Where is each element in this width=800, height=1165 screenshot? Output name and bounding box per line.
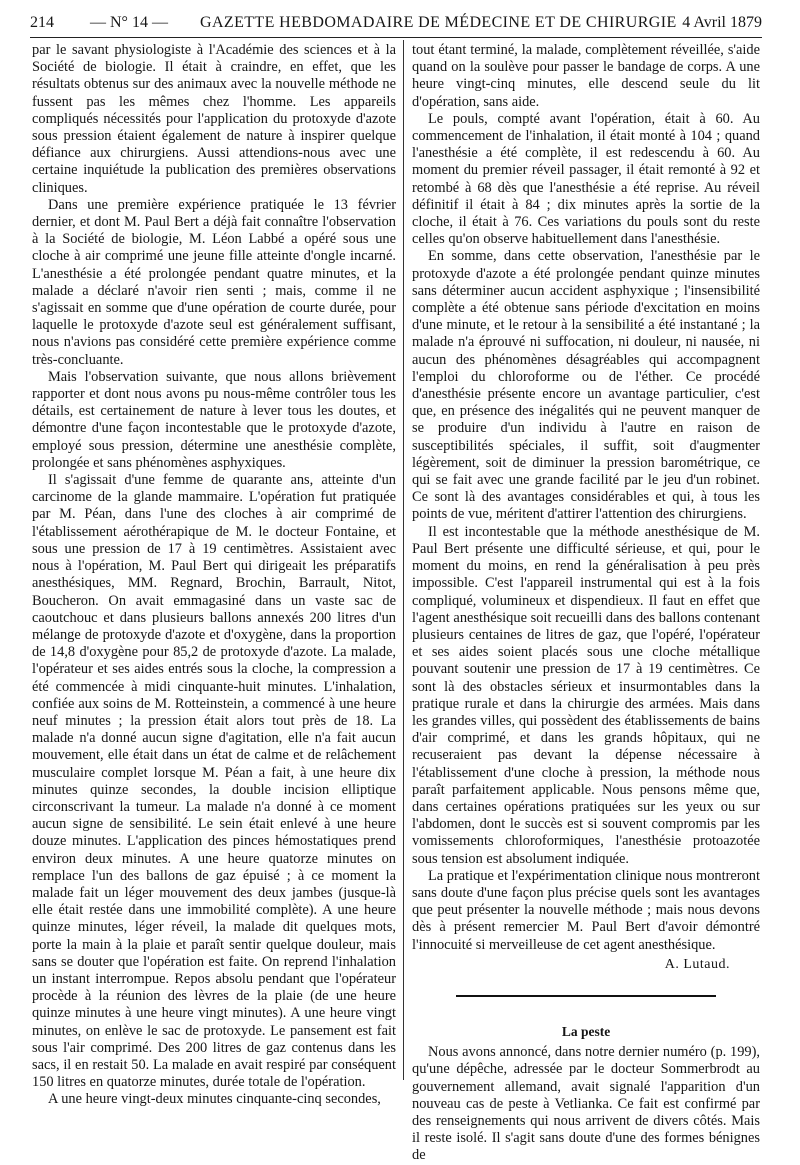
left-column: [32, 42, 396, 1109]
paragraph: Nous avons annoncé, dans notre dernier numéro (p. 199), qu'une dépêche, adressée par le docteur Sommerbrodt au gouvernement allemand, avait signalé l'apparition d'un nouveau cas de peste à Vetlianka. Ce fait est confirmé par des renseignements qui nous arrivent de divers côtés. Mais il reste isolé. Il s'agit sans doute d'une des formes bénignes de: [412, 1044, 760, 1164]
issue-number: — N° 14 —: [90, 14, 168, 31]
author-signature: A. Lutaud.: [664, 956, 730, 972]
header-rule: [30, 37, 762, 38]
right-column: [412, 42, 760, 1165]
paragraph: La pratique et l'expérimentation clinique nous montreront sans doute d'une façon plus précise quels sont les avantages que peut présenter la nouvelle méthode ; mais nous devons dès à présent remercier M. Paul Bert d'avoir démontré l'innocuité si merveilleuse de cet agent anesthésique.: [412, 867, 760, 953]
paragraph: En somme, dans cette observation, l'anesthésie par le protoxyde d'azote a été prolongée pendant quinze minutes sans déterminer aucun accident asphyxique ; l'insensibilité complète a été obtenue sans période d'excitation en moins d'une minute, et le retour à la sensibilité a été instantané ; la malade n'a éprouvé ni suffocation, ni douleur, ni nausée, ni aucun des phénomènes désagréables qui accompagnent l'emploi du chloroforme ou de l'éther. Ce procédé d'anesthésie présente encore un avantage particulier, c'est que, en présence des inégalités qui ne peuvent manquer de se produire d'un individu à l'autre en raison de susceptibilités spéciales, il suffit, soit d'augmenter légèrement, soit de diminuer la pression barométrique, ce qui se fait avec une grande facilité par le jeu d'un robinet. Ce sont là des avantages considérables et qui, à tous les points de vue, méritent d'attirer l'attention des chirurgiens.: [412, 248, 760, 523]
paragraph: Il s'agissait d'une femme de quarante ans, atteinte d'un carcinome de la glande mammaire. L'opération fut pratiquée par M. Péan, dans l'une des cloches à air comprimé de l'établissement aérothérapique de M. le docteur Fontaine, et sous une pression de 17 à 19 centimètres. Assistaient avec nous à l'opération, M. Paul Bert qui dirigeait les préparatifs anesthésiques, MM. Regnard, Brochin, Barrault, Nitot, Boucheron. On avait emmagasiné dans un vaste sac de caoutchouc et dans plusieurs ballons annexés 200 litres d'un mélange de protoxyde d'azote et d'oxygène, dans la proportion de 14,8 d'oxygène pour 85,2 de protoxyde d'azote. La malade, l'opérateur et ses aides entrés sous la cloche, la compression a été commencée à midi cinquante-huit minutes. L'inhalation, confiée aux soins de M. Rotteinstein, a commencé à une heure neuf minutes ; la pression était alors tout près de 18. La malade n'a donné aucun signe d'agitation, elle n'a fait aucun mouvement, elle était dans un état de calme et de relâchement musculaire complet lorsque M. Péan a fait, à une heure dix minutes quinze secondes, la double incision elliptique circonscrivant la tumeur. La malade n'a donné à ce moment aucun signe de sensibilité. Le sein était enlevé à une heure douze minutes. L'application des pinces hémostatiques prend environ deux minutes. A une heure quatorze minutes on remplace l'un des ballons de gaz épuisé ; à ce moment la malade fait un léger mouvement des deux jambes (jusque-là elle était restée dans une immobilité complète). A une heure quinze minutes, léger réveil, la malade dit quelques mots, porte la main à la plaie et paraît sentir quelque douleur, mais sans se douter que l'opération est faite. On reprend l'inhalation un instant interrompue. Repos absolu pendant que l'opérateur procède à la réunion des lèvres de la plaie (de une heure quinze minutes à une heure vingt minutes). A une heure vingt minutes, on enlève le sac de protoxyde. Le pansement est fait sous l'air comprimé. Des 200 litres de gaz contenus dans les sacs, il en restait 50. La malade en avait respiré par conséquent 150 litres en quatorze minutes, durée totale de l'opération.: [32, 472, 396, 1091]
section-title: La peste: [561, 1023, 611, 1039]
issue-date: 4 Avril 1879: [682, 14, 762, 31]
journal-title: GAZETTE HEBDOMADAIRE DE MÉDECINE ET DE CHIRURGIE: [200, 14, 677, 31]
paragraph: par le savant physiologiste à l'Académie des sciences et à la Société de biologie. Il était à craindre, en effet, que les résultats obtenus sur des animaux avec la nouvelle méthode ne fussent pas les mêmes chez l'homme. Les appareils compliqués nécessités pour l'application du protoxyde d'azote sous pression étaient également de nature à inspirer quelque défiance aux chirurgiens. Aussi attendions-nous avec une certaine inquiétude la publication des premières observations cliniques.: [32, 42, 396, 196]
paragraph: Le pouls, compté avant l'opération, était à 60. Au commencement de l'inhalation, il était monté à 104 ; quand l'anesthésie a été complète, il est redescendu à 60. Au moment du premier réveil passager, il était remonté à 92 et retombé à 68 dès que l'anesthésie a été reprise. Au réveil définitif il était à 84 ; dix minutes après la sortie de la cloche, il était à 76. Ces variations du pouls sont du reste celles qu'on observe habituellement dans l'anesthésie.: [412, 110, 760, 248]
paragraph: Il est incontestable que la méthode anesthésique de M. Paul Bert présente une difficulté sérieuse, et qui, pour le moment du moins, en rend la généralisation à peu près impossible. C'est l'appareil instrumental qui est à la fois compliqué, volumineux et dispendieux. Il faut en effet que l'agent anesthésique soit recueilli dans des ballons contenant plusieurs centaines de litres de gaz, que l'opéré, l'opérateur et ses aides soient placés sous une cloche métallique pouvant soutenir une pression de 17 à 19 centimètres. Ce sont là des obstacles sérieux et insurmontables dans la pratique rurale et dans la chirurgie des armées. Mais dans les grandes villes, qui possèdent des établissements de bains d'air comprimé, et dans les grands hôpitaux, qui ne recuseraient pas devant la dépense nécessaire à l'établissement d'une cloche à pression, la méthode nous paraît parfaitement applicable. Nous pensons même que, dans certaines opérations pratiquées sur les yeux ou sur l'abdomen, dont le succès est si souvent compromis par les vomissements chloroformiques, l'anesthésie protoazotée sous tension est absolument indiquée.: [412, 523, 760, 867]
running-header: [30, 10, 762, 36]
paragraph: Mais l'observation suivante, que nous allons brièvement rapporter et dont nous avons pu nous-même contrôler tous les détails, est certainement de nature à lever tous les doutes, et démontre d'une façon incontestable que le protoxyde d'azote, employé sous pression, détermine une anesthésie complète, prolongée et sans phénomènes asphyxiques.: [32, 368, 396, 471]
paragraph: tout étant terminé, la malade, complètement réveillée, s'aide quand on la soulève pour passer le bandage de corps. A une heure vingt-cinq minutes, elle descend seule du lit d'opération, sans aide.: [412, 42, 760, 110]
section-rule: [456, 995, 716, 997]
paragraph: Dans une première expérience pratiquée le 13 février dernier, et dont M. Paul Bert a déjà fait connaître l'observation à la Société de biologie, M. Léon Labbé a opéré sous une cloche à air comprimé une jeune fille atteinte d'ongle incarné. L'anesthésie a été prolongée pendant quatre minutes, et la malade a déclaré n'avoir rien senti ; mais, comme il ne s'agissait en somme que d'une opération de courte durée, pour laquelle le protoxyde d'azote seul est généralement suffisant, nous n'avions pas considéré cette première expérience comme très-concluante.: [32, 196, 396, 368]
paragraph: A une heure vingt-deux minutes cinquante-cinq secondes,: [48, 1091, 381, 1108]
page-number: 214: [30, 14, 54, 31]
column-divider: [403, 40, 404, 1080]
